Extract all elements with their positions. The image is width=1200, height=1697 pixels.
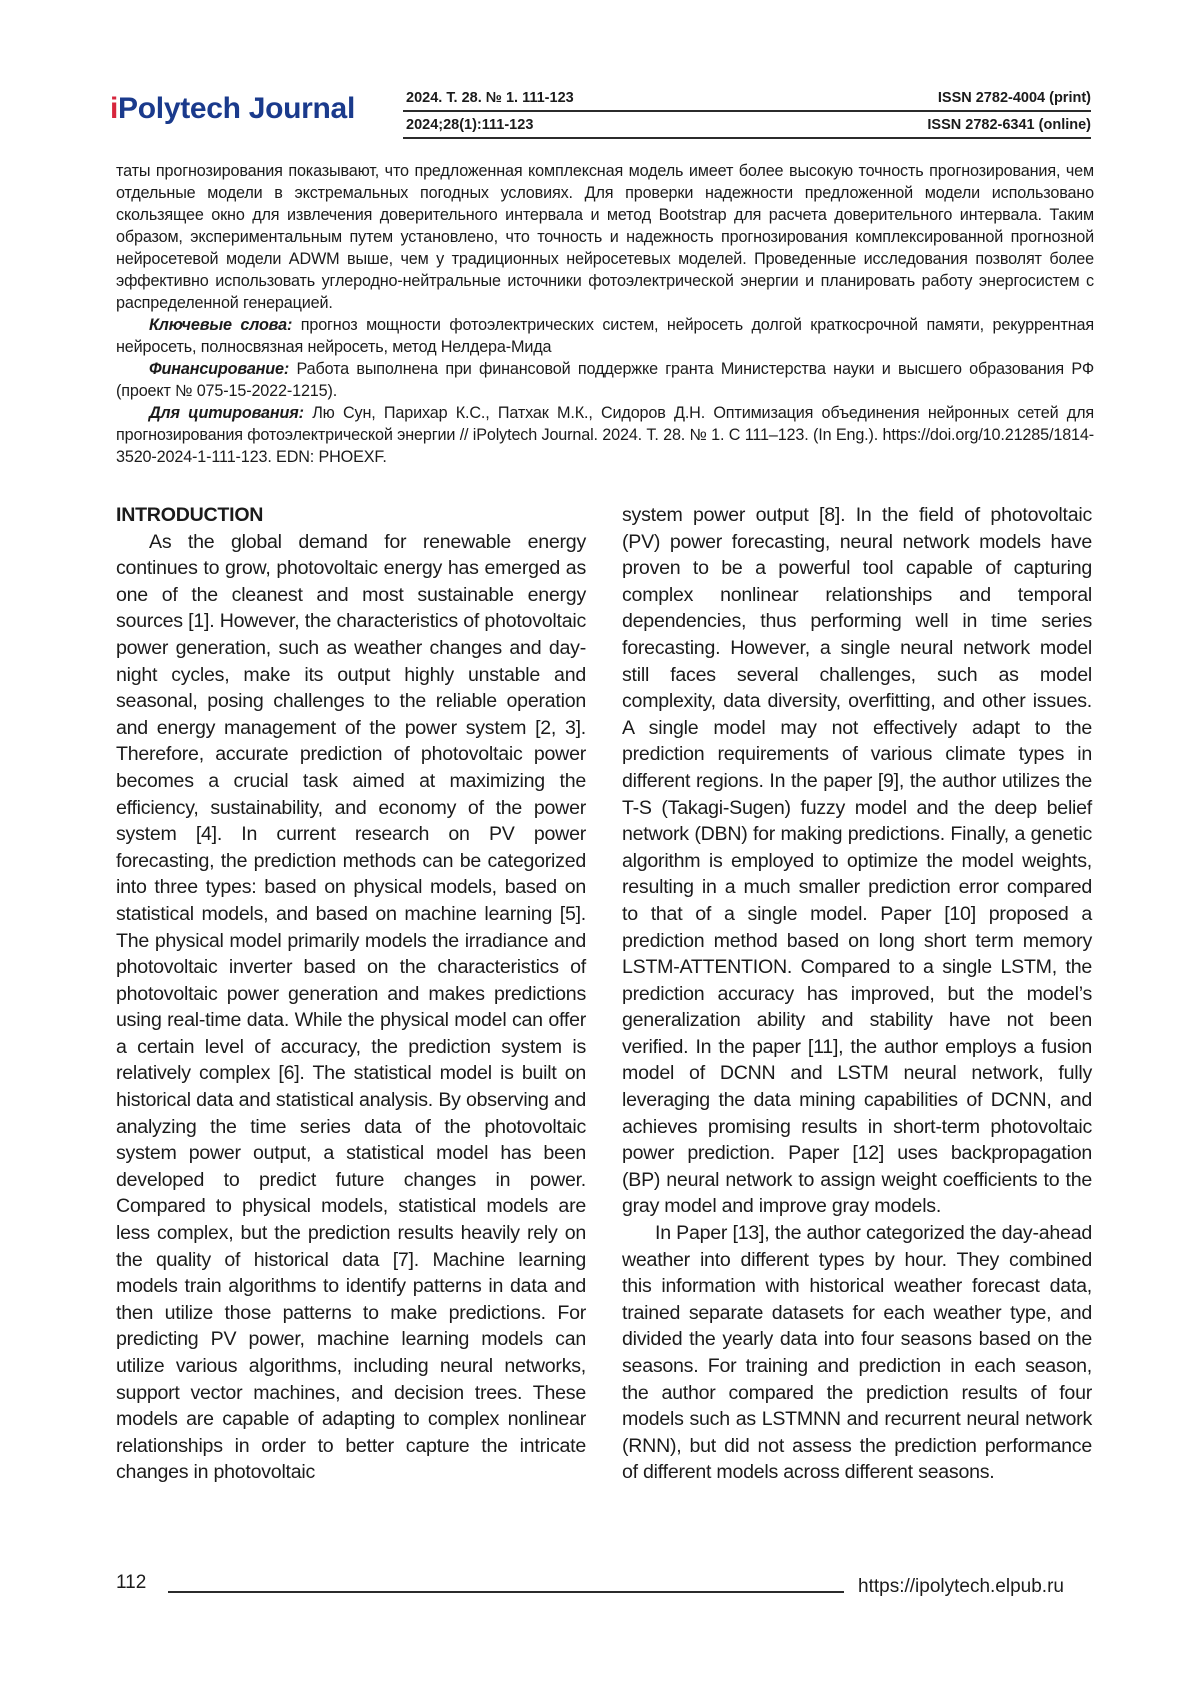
keywords-label: Ключевые слова: xyxy=(149,316,293,334)
keywords xyxy=(116,314,1094,358)
right-paragraph-2: In Paper [13], the author categorized the day-ahead weather into different types by hour. They combined this information with historical weather forecast data, trained separate datasets for each weather type, and divided the yearly data into four seasons based on the seasons. For training and prediction in each season, the author compared the prediction results of four models such as LSTMNN and recurrent neural network (RNN), but did not assess the prediction performance of different models across different seasons. xyxy=(622,1222,1092,1484)
funding-text: Работа выполнена при финансовой поддержке гранта Министерства науки и высшего образования РФ (проект № 075-15-2022-1215). xyxy=(116,360,1094,400)
left-paragraph: As the global demand for renewable energy continues to grow, photovoltaic energy has emerged as one of the cleanest and most sustainable energy sources [1]. However, the characteristics of photovoltaic power generation, such as weather changes and day-night cycles, make its output highly unstable and seasonal, posing challenges to the reliable operation and energy management of the power system [2, 3]. Therefore, accurate prediction of photovoltaic power becomes a crucial task aimed at maximizing the efficiency, sustainability, and economy of the power system [4]. In current research on PV power forecasting, the prediction methods can be categorized into three types: based on physical models, based on statistical models, and based on machine learning [5]. The physical model primarily models the irradiance and photovoltaic inverter based on the characteristics of photovoltaic power generation and makes predictions using real-time data. While the physical model can offer a certain level of accuracy, the prediction system is relatively complex [6]. The statistical model is built on historical data and statistical analysis. By observing and analyzing the time series data of the photovoltaic system power output, a statistical model has been developed to predict future changes in power. Compared to physical models, statistical models are less complex, but the prediction results heavily rely on the quality of historical data [7]. Machine learning models train algorithms to identify patterns in data and then utilize those patterns to make predictions. For predicting PV power, machine learning models can utilize various algorithms, including neural networks, support vector machines, and decision trees. These models are capable of adapting to complex nonlinear relationships in order to better capture the intricate changes in photovoltaic xyxy=(116,530,586,1484)
logo-name: Polytech Journal xyxy=(118,92,355,125)
citation-label: Для цитирования: xyxy=(149,404,304,422)
keywords-text: прогноз мощности фотоэлектрических систем, нейросеть долгой краткосрочной памяти, рекуррентная нейросеть, полносвязная нейросеть, метод Нелдера-Мида xyxy=(116,316,1094,356)
footer-divider xyxy=(168,1591,844,1593)
funding-label: Финансирование: xyxy=(149,360,290,378)
issn-online: ISSN 2782-6341 (online) xyxy=(927,117,1091,133)
footer-url[interactable]: https://ipolytech.elpub.ru xyxy=(858,1576,1064,1597)
funding xyxy=(116,358,1094,402)
header-divider-bottom xyxy=(403,137,1091,139)
abstract-block xyxy=(116,160,1094,468)
page-number: 112 xyxy=(116,1572,147,1593)
section-title: INTRODUCTION xyxy=(116,504,264,526)
citation xyxy=(116,402,1094,468)
header-divider-top xyxy=(403,110,1091,112)
left-column xyxy=(116,502,586,1486)
abstract-continuation: таты прогнозирования показывают, что предложенная комплексная модель имеет более высокую точность прогнозирования, чем отдельные модели в экстремальных погодных условиях. Для проверки надежности предложенной модели использовано скользящее окно для извлечения доверительного интервала и метод Bootstrap для расчета доверительного интервала. Таким образом, экспериментальным путем установлено, что точность и надежность прогнозирования комплексированной прогнозной нейросетевой модели ADWM выше, чем у традиционных нейросетевых моделей. Проведенные исследования позволят более эффективно использовать углеродно-нейтральные источники фотоэлектрической энергии и планировать работу энергосистем с распределенной генерацией. xyxy=(116,162,1094,312)
citation-en: 2024;28(1):111-123 xyxy=(406,117,534,133)
logo-accent-letter: i xyxy=(110,92,119,125)
citation-ru: 2024. Т. 28. № 1. 111-123 xyxy=(406,90,574,106)
citation-text: Лю Сун, Парихар К.С., Патхак М.К., Сидоров Д.Н. Оптимизация объединения нейронных сетей для прогнозирования фотоэлектрической энергии // iPolytech Journal. 2024. Т. 28. № 1. С 111–123. (In Eng.). https://doi.org/10.21285/1814-3520-2024-1-111-123. EDN: PHOEXF. xyxy=(116,404,1094,466)
journal-logo xyxy=(110,92,355,126)
issn-print: ISSN 2782-4004 (print) xyxy=(937,90,1091,106)
right-column xyxy=(622,502,1092,1486)
right-paragraph-1: system power output [8]. In the field of photovoltaic (PV) power forecasting, neural network models have proven to be a powerful tool capable of capturing complex nonlinear relationships and temporal dependencies, thus performing well in time series forecasting. However, a single neural network model still faces several challenges, such as model complexity, data diversity, overfitting, and other issues. A single model may not effectively adapt to the prediction requirements of various climate types in different regions. In the paper [9], the author utilizes the T-S (Takagi-Sugen) fuzzy model and the deep belief network (DBN) for making predictions. Finally, a genetic algorithm is employed to optimize the model weights, resulting in a much smaller prediction error compared to that of a single model. Paper [10] proposed a prediction method based on long short term memory LSTM-ATTENTION. Compared to a single LSTM, the prediction accuracy has improved, but the model’s generalization ability and stability have not been verified. In the paper [11], the author employs a fusion model of DCNN and LSTM neural network, fully leveraging the data mining capabilities of DCNN, and achieves promising results in short-term photovoltaic power prediction. Paper [12] uses backpropagation (BP) neural network to assign weight coefficients to the gray model and improve gray models. xyxy=(622,504,1092,1218)
